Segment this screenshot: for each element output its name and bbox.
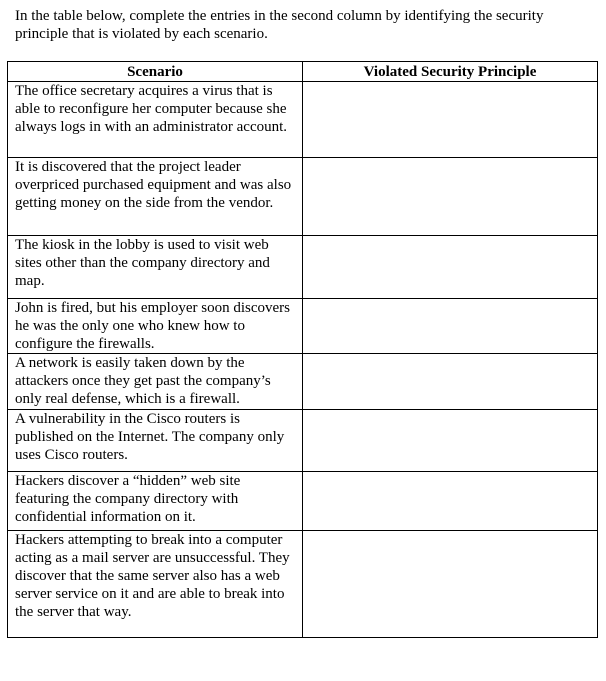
scenario-cell: Hackers discover a “hidden” web site featuring the company directory with confidential information on it. <box>8 472 303 531</box>
principle-answer-cell[interactable] <box>303 82 598 158</box>
scenario-cell: The office secretary acquires a virus that is able to reconfigure her computer because she always logs in with an administrator account. <box>8 82 303 158</box>
table-row <box>8 158 598 236</box>
principle-answer-cell[interactable] <box>303 472 598 531</box>
header-violated-principle: Violated Security Principle <box>303 62 598 82</box>
principle-answer-cell[interactable] <box>303 299 598 354</box>
scenario-table <box>7 61 598 638</box>
table-row <box>8 472 598 531</box>
principle-answer-cell[interactable] <box>303 410 598 472</box>
scenario-cell: The kiosk in the lobby is used to visit web sites other than the company directory and map. <box>8 236 303 299</box>
scenario-cell: A network is easily taken down by the attackers once they get past the company’s only real defense, which is a firewall. <box>8 354 303 410</box>
table-row <box>8 410 598 472</box>
principle-answer-cell[interactable] <box>303 158 598 236</box>
table-header-row <box>8 62 598 82</box>
scenario-cell: It is discovered that the project leader overpriced purchased equipment and was also getting money on the side from the vendor. <box>8 158 303 236</box>
instructions-text: In the table below, complete the entries in the second column by identifying the security principle that is violated by each scenario. <box>15 8 544 42</box>
table-row <box>8 299 598 354</box>
table-row <box>8 531 598 638</box>
principle-answer-cell[interactable] <box>303 354 598 410</box>
principle-answer-cell[interactable] <box>303 236 598 299</box>
header-scenario: Scenario <box>8 62 303 82</box>
scenario-cell: John is fired, but his employer soon discovers he was the only one who knew how to configure the firewalls. <box>8 299 303 354</box>
table-row <box>8 236 598 299</box>
principle-answer-cell[interactable] <box>303 531 598 638</box>
scenario-cell: Hackers attempting to break into a computer acting as a mail server are unsuccessful. They discover that the same server also has a web server service on it and are able to break into the server that way. <box>8 531 303 638</box>
table-row <box>8 82 598 158</box>
scenario-cell: A vulnerability in the Cisco routers is published on the Internet. The company only uses Cisco routers. <box>8 410 303 472</box>
table-row <box>8 354 598 410</box>
